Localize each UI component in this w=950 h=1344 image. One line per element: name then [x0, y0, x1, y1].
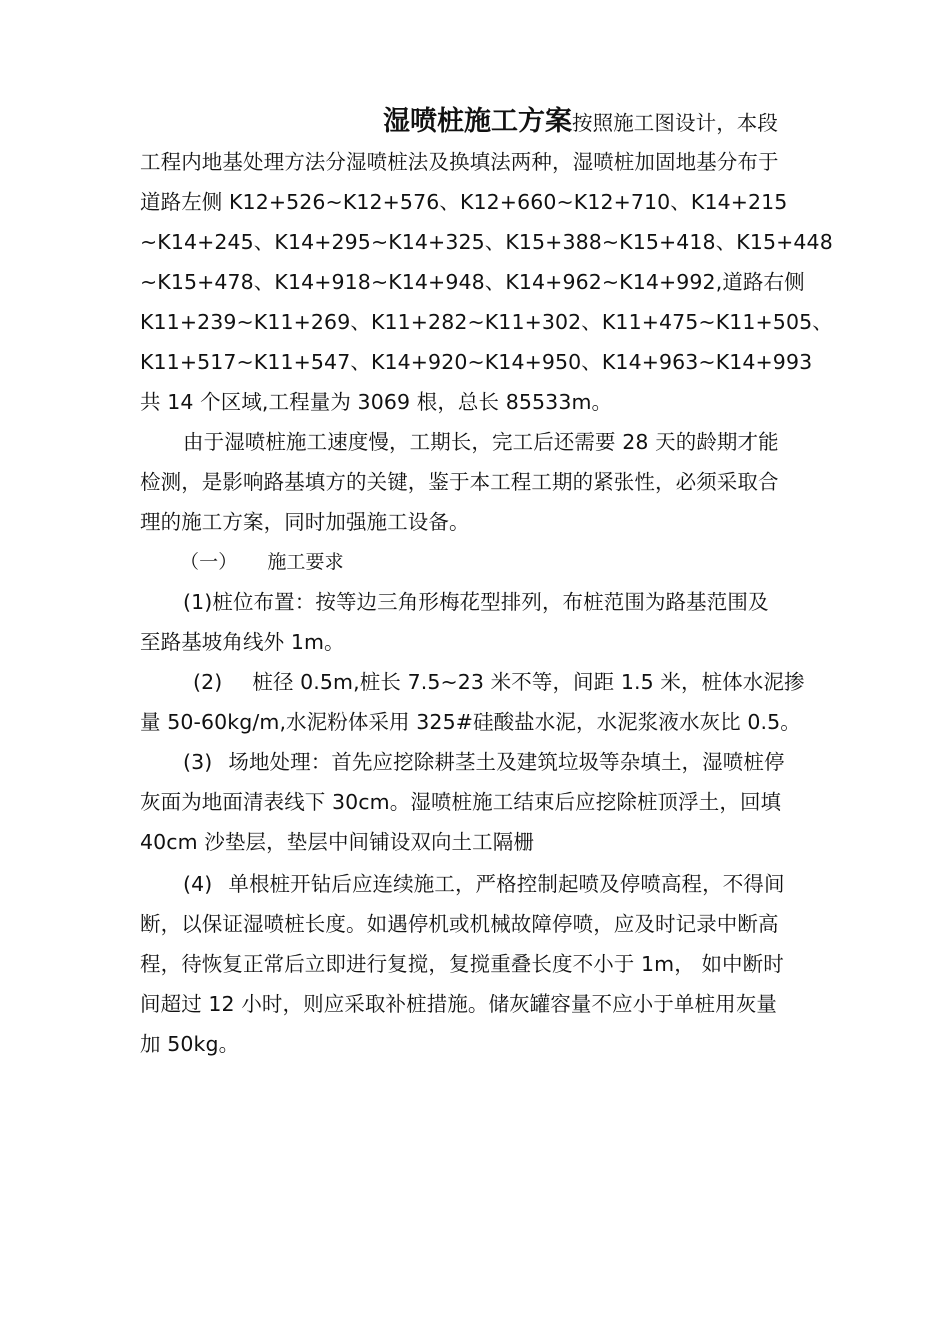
- item3-number: (3): [183, 750, 213, 774]
- item2-line: 量 50-60kg/m,水泥粉体采用 325#硅酸盐水泥，水泥浆液水灰比 0.5。: [140, 710, 801, 734]
- document-title: 湿喷桩施工方案: [383, 106, 572, 137]
- section-title: 施工要求: [267, 551, 344, 573]
- item3-line: 40cm 沙垫层，垫层中间铺设双向土工隔栅: [140, 830, 534, 854]
- item1-line: [183, 584, 815, 620]
- item3-line: [183, 744, 815, 780]
- intro-line: 道路左侧 K12+526~K12+576、K12+660~K12+710、K14+215: [140, 190, 788, 214]
- intro-line: ~K14+245、K14+295~K14+325、K15+388~K15+418、K15+448: [140, 230, 833, 254]
- item4-number: (4): [183, 872, 213, 896]
- item3-line: 灰面为地面清表线下 30cm。湿喷桩施工结束后应挖除桩顶浮土，回填: [140, 790, 782, 814]
- item1-line: 至路基坡角线外 1m。: [140, 630, 345, 654]
- intro-line: 工程内地基处理方法分湿喷桩法及换填法两种，湿喷桩加固地基分布于: [140, 150, 779, 174]
- intro-head: 按照施工图设计，本段: [572, 111, 778, 135]
- item4-line: [183, 866, 815, 902]
- intro-line: ~K15+478、K14+918~K14+948、K14+962~K14+992,道路右侧: [140, 270, 805, 294]
- item2-number: (2): [193, 670, 223, 694]
- item4-text: 单根桩开钻后应连续施工，严格控制起喷及停喷高程，不得间: [228, 872, 785, 896]
- item1-text: 桩位布置：按等边三角形梅花型排列，布桩范围为路基范围及: [212, 590, 769, 614]
- item1-number: (1): [183, 590, 213, 614]
- section-heading: [180, 544, 855, 580]
- title-line: [383, 102, 813, 142]
- item4-line: 间超过 12 小时，则应采取补桩措施。储灰罐容量不应小于单桩用灰量: [140, 992, 777, 1016]
- para2-line: 由于湿喷桩施工速度慢，工期长，完工后还需要 28 天的龄期才能: [183, 430, 779, 454]
- item4-line: 断，以保证湿喷桩长度。如遇停机或机械故障停喷，应及时记录中断高: [140, 912, 779, 936]
- item4-line: 加 50kg。: [140, 1032, 240, 1056]
- intro-line: K11+517~K11+547、K14+920~K14+950、K14+963~K14+993: [140, 350, 813, 374]
- item2-line: [193, 664, 815, 700]
- para2-line: 检测，是影响路基填方的关键，鉴于本工程工期的紧张性，必须采取合: [140, 470, 779, 494]
- intro-line: K11+239~K11+269、K11+282~K11+302、K11+475~K11+505、: [140, 310, 833, 334]
- item4-line: 程，待恢复正常后立即进行复搅，复搅重叠长度不小于 1m， 如中断时: [140, 952, 784, 976]
- para2-line: 理的施工方案，同时加强施工设备。: [140, 510, 470, 534]
- item2-text: 桩径 0.5m,桩长 7.5~23 米不等，间距 1.5 米，桩体水泥掺: [252, 670, 805, 694]
- item3-text: 场地处理：首先应挖除耕茎土及建筑垃圾等杂填土，湿喷桩停: [228, 750, 785, 774]
- section-number: （一）: [180, 551, 238, 573]
- intro-line: 共 14 个区域,工程量为 3069 根，总长 85533m。: [140, 390, 613, 414]
